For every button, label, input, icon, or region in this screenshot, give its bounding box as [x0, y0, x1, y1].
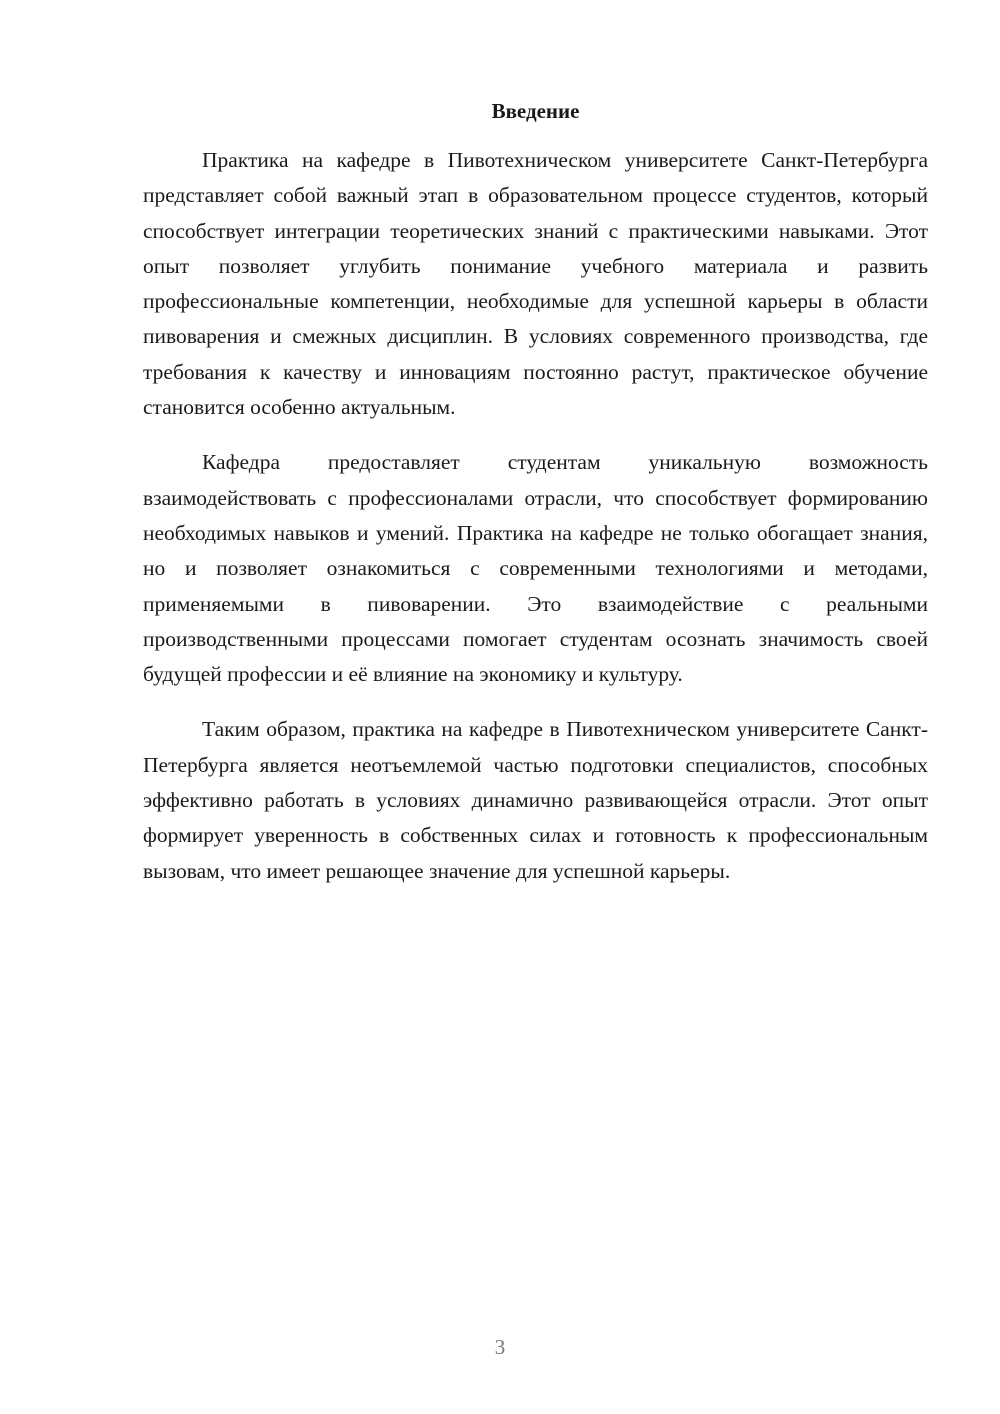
paragraph-2: Кафедра предоставляет студентам уникальную возможность взаимодействовать с профессионалами отрасли, что способствует формированию необходимых навыков и умений. Практика на кафедре не только обогащает знания, но и позволяет ознакомиться с современными технологиями и методами, применяемыми в пивоварении. Это взаимодействие с реальными производственными процессами помогает студентам осознать значимость своей будущей профессии и её влияние на экономику и культуру.: [143, 450, 928, 687]
paragraph-1: Практика на кафедре в Пивотехническом университете Санкт-Петербурга представляет собой важный этап в образовательном процессе студентов, который способствует интеграции теоретических знаний с практическими навыками. Этот опыт позволяет углубить понимание учебного материала и развить профессиональные компетенции, необходимые для успешной карьеры в области пивоварения и смежных дисциплин. В условиях современного производства, где требования к качеству и инновациям постоянно растут, практическое обучение становится особенно актуальным.: [143, 148, 928, 420]
page-number: 3: [494, 1335, 506, 1359]
section-heading: Введение: [491, 99, 580, 123]
paragraph-3: Таким образом, практика на кафедре в Пивотехническом университете Санкт-Петербурга является неотъемлемой частью подготовки специалистов, способных эффективно работать в условиях динамично развивающейся отрасли. Этот опыт формирует уверенность в собственных силах и готовность к профессиональным вызовам, что имеет решающее значение для успешной карьеры.: [143, 717, 928, 883]
body-text: [143, 143, 928, 889]
